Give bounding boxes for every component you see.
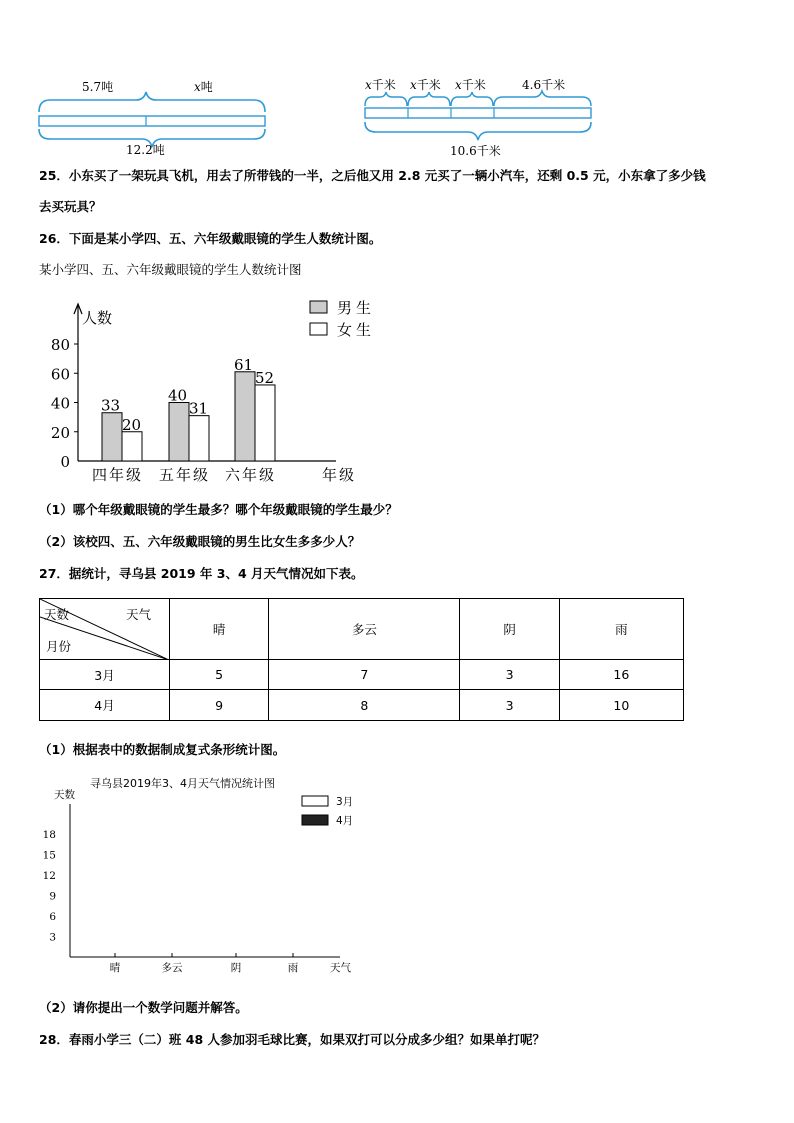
table-row bbox=[40, 660, 684, 690]
chart2-legend-swatch-april bbox=[302, 815, 328, 825]
chart1-data-label: 40 bbox=[168, 386, 188, 405]
table-cell: 9 bbox=[170, 690, 269, 721]
q27-sub1: （1）根据表中的数据制成复式条形统计图。 bbox=[39, 742, 286, 757]
label-x2-unit: 千米 bbox=[416, 78, 441, 92]
col-header-duoyun: 多云 bbox=[269, 599, 460, 660]
chart2-xtick-label: 晴 bbox=[109, 962, 121, 974]
header-tianqi: 天气 bbox=[126, 607, 152, 622]
table-cell: 3 bbox=[460, 690, 559, 721]
label-x1-var: x bbox=[365, 78, 372, 92]
q27-sub2: （2）请你提出一个数学问题并解答。 bbox=[39, 1000, 248, 1015]
col-header-qing: 晴 bbox=[170, 599, 269, 660]
q26-sub2: （2）该校四、五、六年级戴眼镜的男生比女生多多少人？ bbox=[39, 534, 361, 549]
chart1-data-label: 31 bbox=[189, 399, 209, 418]
chart1-data-label: 20 bbox=[122, 415, 142, 434]
chart2-legend-swatch-march bbox=[302, 796, 328, 806]
label-x3-var: x bbox=[455, 78, 462, 92]
label-total-right: 10.6千米 bbox=[450, 144, 501, 158]
diagonal-header-cell bbox=[40, 599, 170, 660]
label-4-6: 4.6千米 bbox=[522, 78, 566, 92]
col-header-yu: 雨 bbox=[559, 599, 683, 660]
chart2-legend-march: 3月 bbox=[336, 796, 354, 808]
chart1-title: 某小学四、五、六年级戴眼镜的学生人数统计图 bbox=[39, 262, 302, 277]
chart2-ytick-label: 6 bbox=[49, 911, 56, 923]
q25-line2: 去买玩具？ bbox=[39, 199, 102, 214]
tonnage-diagram bbox=[30, 74, 280, 164]
chart2-ytick-label: 12 bbox=[42, 870, 56, 882]
chart1-bar bbox=[122, 432, 142, 461]
label-x2-var: x bbox=[410, 78, 417, 92]
header-tianshu: 天数 bbox=[44, 607, 70, 622]
chart2-xtick-label: 阴 bbox=[230, 962, 242, 974]
chart1-ytick-label: 80 bbox=[50, 336, 70, 354]
q26-intro: 26．下面是某小学四、五、六年级戴眼镜的学生人数统计图。 bbox=[39, 231, 382, 246]
chart1-category-label: 四年级 bbox=[92, 466, 144, 484]
row-month: 4月 bbox=[40, 690, 170, 721]
chart2-xtick-label: 多云 bbox=[161, 962, 183, 974]
chart1-data-label: 33 bbox=[101, 396, 121, 415]
distance-diagram bbox=[358, 74, 603, 164]
chart1-legend-boys: 男生 bbox=[337, 299, 376, 317]
chart1-bar bbox=[189, 416, 209, 461]
chart2-legend-april: 4月 bbox=[336, 815, 354, 827]
chart1-ytick-label: 60 bbox=[50, 365, 70, 384]
label-x3-unit: 千米 bbox=[461, 78, 486, 92]
chart1-ytick-label: 0 bbox=[60, 453, 70, 471]
svg-text:x吨 bbox=[194, 79, 213, 94]
col-header-yin: 阴 bbox=[460, 599, 559, 660]
label-5-7: 5.7吨 bbox=[82, 80, 114, 94]
table-cell: 5 bbox=[170, 660, 269, 690]
chart2-xlabel: 天气 bbox=[330, 962, 351, 974]
svg-text:x千米 bbox=[455, 77, 486, 92]
table-cell: 16 bbox=[559, 660, 683, 690]
chart1-ylabel: 人数 bbox=[82, 309, 113, 327]
chart1-bar bbox=[102, 413, 122, 461]
glasses-bar-chart bbox=[40, 292, 400, 492]
chart2-ytick-label: 3 bbox=[49, 931, 56, 944]
chart2-ylabel: 天数 bbox=[54, 789, 75, 801]
chart2-ytick-label: 9 bbox=[49, 890, 56, 903]
chart2-ytick-label: 15 bbox=[42, 849, 56, 862]
svg-text:x千米 bbox=[410, 77, 441, 92]
table-cell: 8 bbox=[269, 690, 460, 721]
label-x-var: x bbox=[194, 80, 201, 94]
q25-line1: 25．小东买了一架玩具飞机，用去了所带钱的一半，之后他又用 2.8 元买了一辆小汽车，还剩 0.5 元，小东拿了多少钱 bbox=[39, 168, 706, 183]
q27-intro: 27．据统计，寻乌县 2019 年 3、4 月天气情况如下表。 bbox=[39, 566, 364, 581]
chart1-bar bbox=[235, 372, 255, 461]
table-cell: 7 bbox=[269, 660, 460, 690]
chart1-legend-swatch-girls bbox=[310, 323, 327, 335]
svg-text:x千米 bbox=[365, 77, 396, 92]
chart1-xlabel: 年级 bbox=[322, 466, 357, 484]
q26-sub1: （1）哪个年级戴眼镜的学生最多？哪个年级戴眼镜的学生最少？ bbox=[39, 502, 398, 517]
table-cell: 3 bbox=[460, 660, 559, 690]
chart1-legend-swatch-boys bbox=[310, 301, 327, 313]
chart2-xtick-label: 雨 bbox=[287, 962, 299, 974]
segment-bar bbox=[365, 108, 591, 118]
chart2-title: 寻乌县2019年3、4月天气情况统计图 bbox=[90, 777, 275, 790]
label-total-left: 12.2吨 bbox=[126, 143, 165, 157]
label-x1-unit: 千米 bbox=[371, 78, 396, 92]
chart1-bar bbox=[255, 385, 275, 461]
table-cell: 10 bbox=[559, 690, 683, 721]
header-yuefen: 月份 bbox=[46, 639, 72, 654]
chart1-category-label: 六年级 bbox=[225, 466, 277, 484]
chart1-ytick-label: 40 bbox=[50, 394, 70, 413]
table-row bbox=[40, 690, 684, 721]
weather-table bbox=[39, 598, 684, 721]
chart2-ytick-label: 18 bbox=[42, 829, 56, 841]
chart1-legend-girls: 女生 bbox=[337, 321, 376, 339]
label-x-unit: 吨 bbox=[200, 80, 213, 94]
chart1-category-label: 五年级 bbox=[159, 466, 211, 484]
segment-bar bbox=[39, 116, 265, 126]
brace-top-left bbox=[39, 92, 265, 112]
chart1-data-label: 61 bbox=[234, 355, 254, 374]
chart1-bar bbox=[169, 403, 189, 462]
chart1-ytick-label: 20 bbox=[50, 423, 70, 442]
row-month: 3月 bbox=[40, 660, 170, 690]
weather-bar-chart bbox=[40, 772, 370, 982]
chart1-data-label: 52 bbox=[255, 368, 275, 387]
q28-text: 28．春雨小学三（二）班 48 人参加羽毛球比赛，如果双打可以分成多少组？如果单打呢？ bbox=[39, 1032, 545, 1047]
